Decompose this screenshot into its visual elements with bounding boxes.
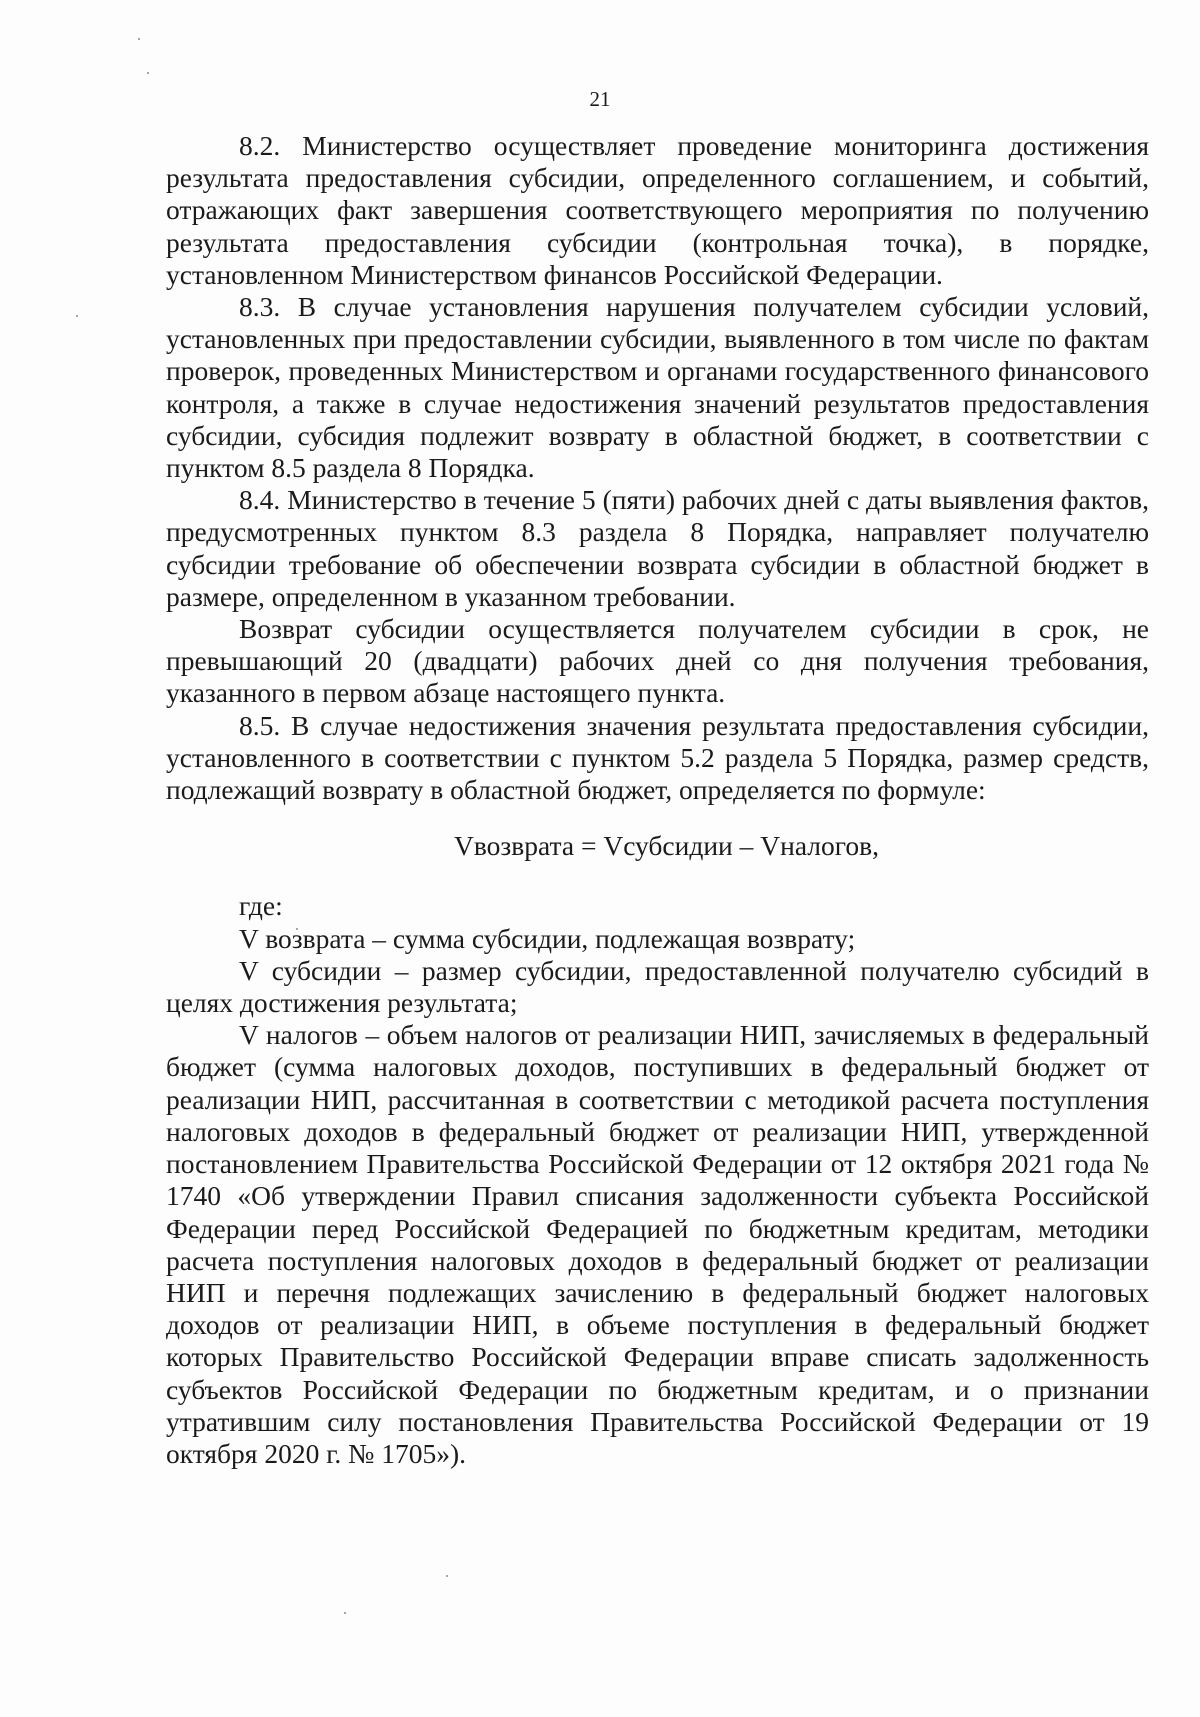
body-text [166, 130, 1149, 1470]
scan-speck [147, 72, 149, 74]
paragraph-8-2: 8.2. Министерство осуществляет проведение мониторинга достижения результата предоставления субсидии, определенного соглашением, и событий, отражающих факт завершения соответствующего мероприятия по получению результата предоставления субсидии (контрольная точка), в порядке, установленном Министерством финансов Российской Федерации. [166, 130, 1149, 290]
definition-v-taxes: V налогов – объем налогов от реализации НИП, зачисляемых в федеральный бюджет (сумма налоговых доходов, поступивших в федеральный бюджет от реализации НИП, рассчитанная в соответствии с методикой расчета поступления налоговых доходов в федеральный бюджет от реализации НИП, утвержденной постановлением Правительства Российской Федерации от 12 октября 2021 года № 1740 «Об утверждении Правил списания задолженности субъекта Российской Федерации перед Российской Федерацией по бюджетным кредитам, методики расчета поступления налоговых доходов в федеральный бюджет от реализации НИП и перечня подлежащих зачислению в федеральный бюджет налоговых доходов от реализации НИП, в объеме поступления в федеральный бюджет которых Правительство Российской Федерации вправе списать задолженность субъектов Российской Федерации по бюджетным кредитам, и о признании утратившим силу постановления Правительства Российской Федерации от 19 октября 2020 г. № 1705»). [166, 1019, 1149, 1469]
definitions-intro: где: [239, 890, 283, 922]
definition-v-subsidy: V субсидии – размер субсидии, предоставленной получателю субсидий в целях достижения результата; [166, 954, 1149, 1019]
paragraph-8-5: 8.5. В случае недостижения значения результата предоставления субсидии, установленного в соответствии с пунктом 5.2 раздела 5 Порядка, размер средств, подлежащий возврату в областной бюджет, определяется по формуле: [166, 709, 1149, 806]
definition-v-refund: V возврата – сумма субсидии, подлежащая возврату; [239, 922, 856, 954]
paragraph-8-3: 8.3. В случае установления нарушения получателем субсидии условий, установленных при предоставлении субсидии, выявленного в том числе по фактам проверок, проведенных Министерством и органами государственного финансового контроля, а также в случае недостижения значений результатов предоставления субсидии, субсидия подлежит возврату в областной бюджет, в соответствии с пунктом 8.5 раздела 8 Порядка. [166, 291, 1149, 484]
page-number: 21 [589, 87, 611, 111]
scan-speck [138, 38, 140, 40]
scan-speck [446, 1575, 448, 1577]
paragraph-8-4: 8.4. Министерство в течение 5 (пяти) рабочих дней с даты выявления фактов, предусмотренных пунктом 8.3 раздела 8 Порядка, направляет получателю субсидии требование об обеспечении возврата субсидии в областной бюджет в размере, определенном в указанном требовании. [166, 484, 1149, 612]
scan-speck [76, 315, 78, 317]
refund-formula: Vвозврата = Vсубсидии – Vналогов, [454, 830, 879, 862]
paragraph-refund-term: Возврат субсидии осуществляется получателем субсидии в срок, не превышающий 20 (двадцати) рабочих дней со дня получения требования, указанного в первом абзаце настоящего пункта. [166, 613, 1149, 709]
scan-speck [344, 1612, 346, 1614]
